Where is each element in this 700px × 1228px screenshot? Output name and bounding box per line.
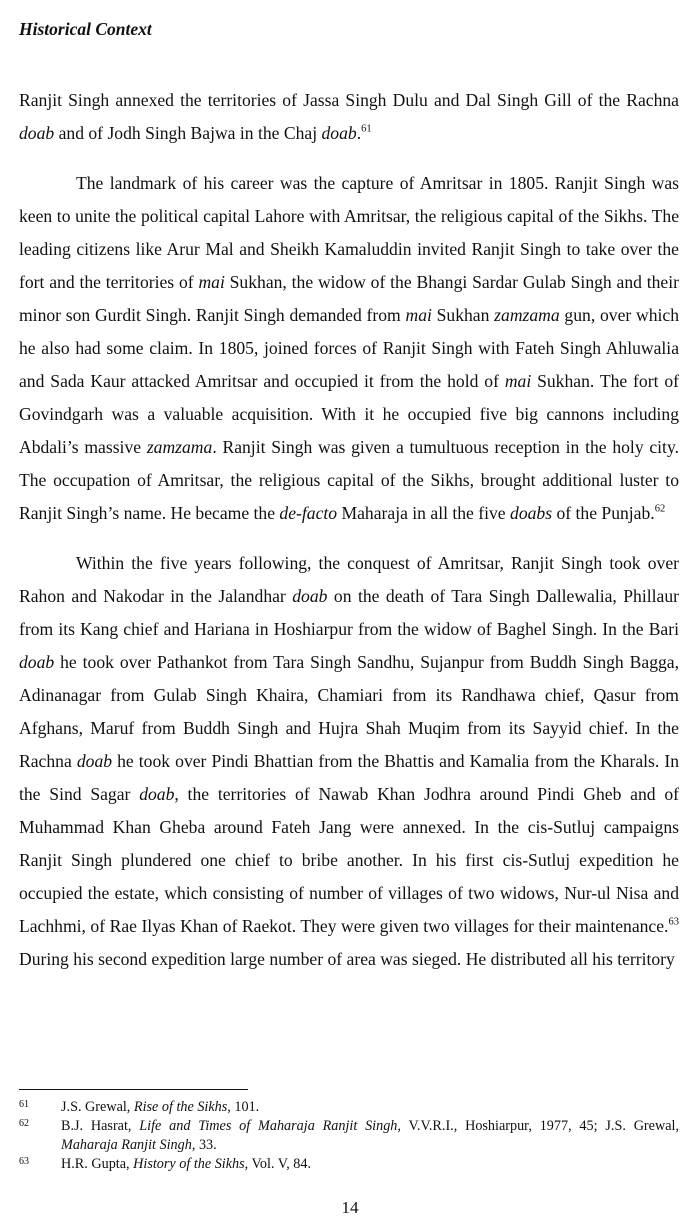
footnote-text — [61, 1098, 679, 1117]
italic-term: doab — [321, 123, 357, 143]
italic-term: mai — [198, 272, 225, 292]
italic-term: mai — [504, 371, 532, 391]
running-header: Historical Context — [19, 19, 152, 39]
book-title: Rise of the Sikhs — [133, 1099, 228, 1115]
footnote-number: 62 — [19, 1118, 29, 1129]
text-run: , the territories of Nawab Khan Jodhra around Pindi Gheb and of Muhammad Khan Gheba around Fateh Jang were annexed. In the cis-Sutluj campaigns Ranjit Singh plundered one chief to bribe another. In his first cis-Sutluj expedition he occupied the estate, which consisting of number of villages of two widows, Nur-ul Nisa and Lachhmi, of Rae Ilyas Khan of Raekot. They were given two villages for their maintenance. — [19, 784, 679, 936]
footnote-separator — [19, 1089, 248, 1090]
italic-term: doab — [19, 123, 55, 143]
text-run: Within the five years following, the conquest of Amritsar, Ranjit Singh took over Rahon and Nakodar in the Jalandhar — [19, 553, 679, 606]
text-run: Sukhan. The fort of Govindgarh was a valuable acquisition. With it he occupied five big cannons including Abdali’s massive — [19, 371, 679, 457]
text-run: . Ranjit Singh was given a tumultuous reception in the holy city. The occupation of Amritsar, the religious capital of the Sikhs, brought additional luster to Ranjit Singh’s name. He became the — [19, 437, 679, 523]
footnote-ref-62: 62 — [654, 503, 666, 515]
footnote-61 — [19, 1098, 679, 1117]
text-run: , V.V.R.I., Hoshiarpur, 1977, 45; J.S. Grewal, — [397, 1118, 679, 1134]
italic-term: doabs — [510, 503, 553, 523]
footnote-text — [61, 1117, 679, 1155]
italic-term: doab — [19, 652, 55, 672]
text-run: , 101. — [227, 1099, 260, 1115]
italic-term: doab — [292, 586, 328, 606]
text-run: . — [356, 123, 362, 143]
footnote-63 — [19, 1155, 679, 1174]
book-title: History of the Sikhs — [133, 1156, 245, 1172]
text-run: Sukhan — [431, 305, 495, 325]
text-run: on the death of Tara Singh Dallewalia, Phillaur from its Kang chief and Hariana in Hoshiarpur from the widow of Baghel Singh. In the Bari — [19, 586, 679, 639]
text-run: gun, over which he also had some claim. In 1805, joined forces of Ranjit Singh with Fateh Singh Ahluwalia and Sada Kaur attacked Amritsar and occupied it from the hold of — [19, 305, 679, 391]
book-title: Maharaja Ranjit Singh — [61, 1137, 192, 1153]
text-run: Ranjit Singh annexed the territories of Jassa Singh Dulu and Dal Singh Gill of the Rachna — [19, 90, 679, 110]
text-run: During his second expedition large number of area was sieged. He distributed all his territory — [19, 949, 675, 969]
text-run: he took over Pathankot from Tara Singh Sandhu, Sujanpur from Buddh Singh Bagga, Adinanagar from Gulab Singh Khaira, Chamiari from its Randhawa chief, Qasur from Afghans, Maruf from Buddh Singh and Hujra Shah Muqim from its Sayyid chief. In the Rachna — [19, 652, 679, 771]
body-text — [19, 84, 679, 976]
footnote-number: 61 — [19, 1099, 29, 1110]
footnote-62 — [19, 1117, 679, 1155]
italic-term: zamzama — [146, 437, 213, 457]
italic-term: mai — [405, 305, 432, 325]
text-run: J.S. Grewal, — [61, 1099, 134, 1115]
text-run: H.R. Gupta, — [61, 1156, 134, 1172]
text-run: , Vol. V, 84. — [244, 1156, 312, 1172]
text-run: Sukhan, the widow of the Bhangi Sardar Gulab Singh and their minor son Gurdit Singh. Ranjit Singh demanded from — [19, 272, 679, 325]
text-run: The landmark of his career was the capture of Amritsar in 1805. Ranjit Singh was keen to unite the political capital Lahore with Amritsar, the religious capital of the Sikhs. The leading citizens like Arur Mal and Sheikh Kamaluddin invited Ranjit Singh to take over the fort and the territories of — [19, 173, 679, 292]
text-run: he took over Pindi Bhattian from the Bhattis and Kamalia from the Kharals. In the Sind Sagar — [19, 751, 680, 804]
text-run: B.J. Hasrat, — [61, 1118, 140, 1134]
italic-term: doab — [139, 784, 175, 804]
footnote-ref-61: 61 — [361, 123, 372, 135]
text-run: and of Jodh Singh Bajwa in the Chaj — [54, 123, 322, 143]
paragraph-3 — [19, 547, 679, 976]
footnotes — [19, 1098, 679, 1174]
paragraph-2 — [19, 167, 679, 530]
book-title: Life and Times of Maharaja Ranjit Singh — [139, 1118, 398, 1134]
italic-term: zamzama — [494, 305, 560, 325]
text-run: Maharaja in all the five — [337, 503, 511, 523]
paragraph-1 — [19, 84, 679, 150]
footnote-text — [61, 1155, 679, 1174]
italic-term: doab — [76, 751, 113, 771]
footnote-number: 63 — [19, 1156, 29, 1167]
footnote-ref-63: 63 — [668, 916, 679, 928]
italic-term: de-facto — [279, 503, 338, 523]
page-number: 14 — [341, 1198, 359, 1217]
text-run: of the Punjab. — [552, 503, 655, 523]
text-run: , 33. — [191, 1137, 217, 1153]
